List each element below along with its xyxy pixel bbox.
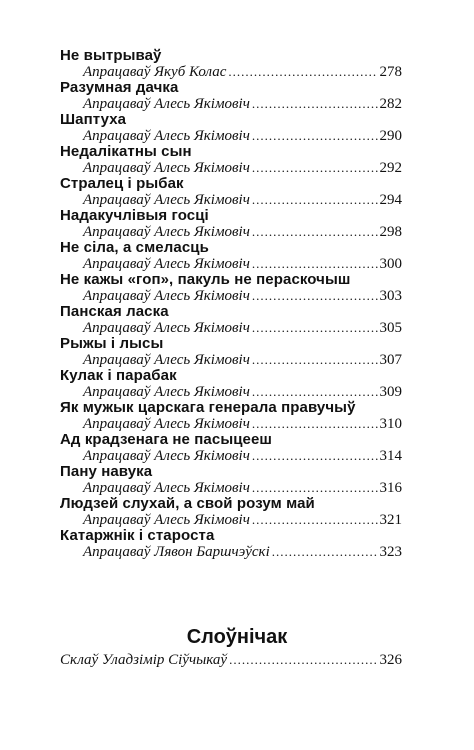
entry-title: Шаптуха [60, 111, 127, 128]
toc-entry [60, 400, 402, 432]
entry-credit-line [60, 288, 402, 304]
entry-credit: Апрацаваў Алесь Якімовіч [83, 224, 250, 240]
entry-credit-line [60, 416, 402, 432]
dot-leader [252, 128, 378, 144]
entry-credit-line [60, 160, 402, 176]
entry-title: Не кажы «гоп», пакуль не пераскочыш [60, 271, 351, 288]
entry-credit-line [60, 256, 402, 272]
entry-credit: Апрацаваў Алесь Якімовіч [83, 384, 250, 400]
entry-page-number: 300 [379, 256, 402, 272]
entry-title: Разумная дачка [60, 79, 179, 96]
toc-entry [60, 464, 402, 496]
entry-credit: Апрацаваў Алесь Якімовіч [83, 512, 250, 528]
toc-entry [60, 240, 402, 272]
entry-title: Недалікатны сын [60, 143, 192, 160]
glossary-entry [60, 652, 402, 668]
dot-leader [252, 224, 378, 240]
glossary-page-number: 326 [379, 652, 402, 668]
entry-page-number: 282 [379, 96, 402, 112]
table-of-contents [60, 48, 402, 560]
dot-leader [252, 320, 378, 336]
entry-title: Як мужык царскага генерала правучыў [60, 399, 356, 416]
toc-entry [60, 496, 402, 528]
dot-leader [252, 256, 378, 272]
entry-page-number: 307 [379, 352, 402, 368]
entry-credit: Апрацаваў Алесь Якімовіч [83, 448, 250, 464]
entry-title: Не сіла, а смеласць [60, 239, 209, 256]
entry-credit-line [60, 480, 402, 496]
toc-entry [60, 368, 402, 400]
entry-credit: Апрацаваў Алесь Якімовіч [83, 256, 250, 272]
dot-leader [252, 96, 378, 112]
entry-credit-line [60, 192, 402, 208]
toc-entry [60, 304, 402, 336]
entry-credit-line [60, 128, 402, 144]
entry-credit-line [60, 512, 402, 528]
toc-entry [60, 48, 402, 80]
glossary-heading: Слоўнічак [186, 626, 288, 648]
dot-leader [252, 512, 378, 528]
entry-credit: Апрацаваў Алесь Якімовіч [83, 192, 250, 208]
entry-credit: Апрацаваў Алесь Якімовіч [83, 352, 250, 368]
toc-entry [60, 144, 402, 176]
dot-leader [252, 448, 378, 464]
dot-leader [252, 192, 378, 208]
entry-credit: Апрацаваў Алесь Якімовіч [83, 320, 250, 336]
entry-title: Катаржнік і староста [60, 527, 215, 544]
dot-leader [252, 160, 378, 176]
entry-title: Кулак і парабак [60, 367, 177, 384]
entry-credit: Апрацаваў Алесь Якімовіч [83, 480, 250, 496]
entry-title: Ад крадзенага не пасыцееш [60, 431, 273, 448]
entry-title: Пану навука [60, 463, 153, 480]
entry-credit-line [60, 544, 402, 560]
dot-leader [229, 652, 377, 668]
entry-title: Стралец і рыбак [60, 175, 184, 192]
dot-leader [252, 288, 378, 304]
entry-page-number: 316 [379, 480, 402, 496]
toc-entry [60, 336, 402, 368]
entry-page-number: 290 [379, 128, 402, 144]
entry-credit-line [60, 352, 402, 368]
entry-credit: Апрацаваў Якуб Колас [83, 64, 227, 80]
entry-page-number: 303 [379, 288, 402, 304]
glossary-credit: Склаў Уладзімір Сіўчыкаў [60, 652, 228, 668]
entry-page-number: 309 [379, 384, 402, 400]
entry-credit: Апрацаваў Алесь Якімовіч [83, 416, 250, 432]
entry-page-number: 323 [379, 544, 402, 560]
entry-credit: Апрацаваў Лявон Баршчэўскі [83, 544, 270, 560]
dot-leader [252, 480, 378, 496]
entry-credit-line [60, 384, 402, 400]
entry-page-number: 294 [379, 192, 402, 208]
dot-leader [252, 416, 378, 432]
toc-entry [60, 80, 402, 112]
dot-leader [252, 384, 378, 400]
entry-title: Панская ласка [60, 303, 169, 320]
toc-entry [60, 208, 402, 240]
entry-credit-line [60, 320, 402, 336]
entry-page-number: 305 [379, 320, 402, 336]
entry-page-number: 314 [379, 448, 402, 464]
toc-entry [60, 528, 402, 560]
dot-leader [228, 64, 377, 80]
entry-page-number: 298 [379, 224, 402, 240]
entry-credit-line [60, 448, 402, 464]
entry-credit: Апрацаваў Алесь Якімовіч [83, 160, 250, 176]
entry-credit: Апрацаваў Алесь Якімовіч [83, 288, 250, 304]
entry-title: Рыжы і лысы [60, 335, 164, 352]
toc-entry [60, 272, 402, 304]
entry-title: Надакучлівыя госці [60, 207, 209, 224]
entry-credit-line [60, 96, 402, 112]
toc-entry [60, 176, 402, 208]
entry-page-number: 321 [379, 512, 402, 528]
entry-page-number: 310 [379, 416, 402, 432]
dot-leader [272, 544, 378, 560]
toc-entry [60, 432, 402, 464]
dot-leader [252, 352, 378, 368]
entry-credit: Апрацаваў Алесь Якімовіч [83, 128, 250, 144]
entry-credit: Апрацаваў Алесь Якімовіч [83, 96, 250, 112]
entry-title: Людзей слухай, а свой розум май [60, 495, 315, 512]
entry-title: Не вытрываў [60, 47, 162, 64]
entry-credit-line [60, 224, 402, 240]
entry-credit-line [60, 64, 402, 80]
toc-entry [60, 112, 402, 144]
entry-page-number: 278 [379, 64, 402, 80]
entry-page-number: 292 [379, 160, 402, 176]
